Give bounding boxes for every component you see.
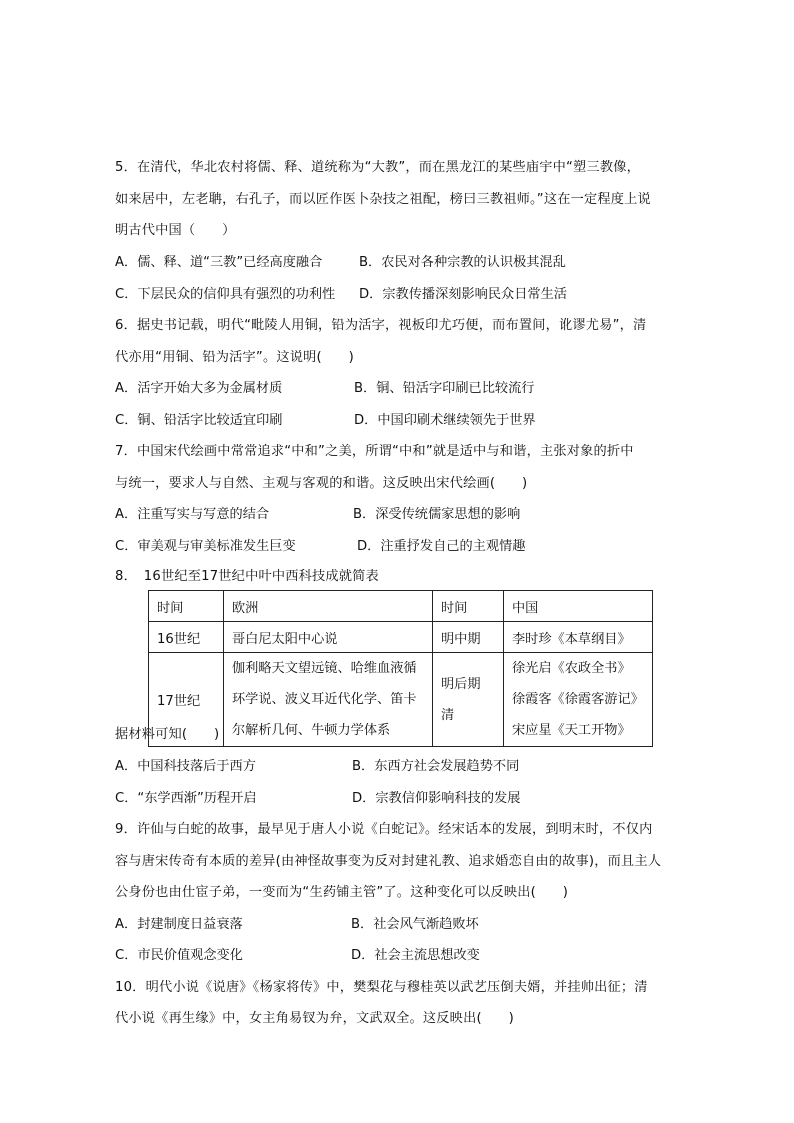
q6-option-b: B．铜、铅活字印刷已比较流行 [354,381,535,396]
row2-europe-line-1: 伽利略天文望远镜、哈维血液循 [232,661,417,676]
row2-china-line-1: 徐光启《农政全书》 [512,661,631,676]
header-time-china: 时间 [433,591,504,622]
q5-option-d: D．宗教传播深刻影响民众日常生活 [359,287,567,302]
row1-time-china: 明中期 [433,622,504,653]
q5-option-a: A．儒、释、道“三教”已经高度融合 [115,255,323,270]
q9-option-c: C．市民价值观念变化 [115,948,243,963]
q9-option-d: D．社会主流思想改变 [351,948,480,963]
table-header-row [149,591,653,622]
row2-time-china-line-1: 明后期 [441,676,481,692]
q9-option-b: B．社会风气渐趋败坏 [351,917,479,932]
q6-stem-line-2: 代亦用“用铜、铅为活字”。这说明( ) [115,350,354,365]
q6-stem-line-1: 6．据史书记载，明代“毗陵人用铜，铅为活字，视板印尤巧便，而布置间，讹谬尤易”，清 [115,318,647,333]
q9-stem-line-3: 公身份也由仕宦子弟，一变而为“生药铺主管”了。这种变化可以反映出( ) [115,885,569,900]
q7-option-c: C．审美观与审美标准发生巨变 [115,539,296,554]
row2-time-china-line-2: 清 [441,707,455,723]
q8-option-d: D．宗教信仰影响科技的发展 [352,791,521,806]
q7-option-d: D．注重抒发自己的主观情趣 [357,539,526,554]
row2-time: 17世纪 [149,653,224,747]
row2-europe-line-2: 环学说、波义耳近代化学、笛卡 [232,692,417,707]
q9-option-a: A．封建制度日益衰落 [115,917,243,932]
q6-option-c: C．铜、铅活字比较适宜印刷 [115,413,283,428]
row2-europe-line-3: 尔解析几何、牛顿力学体系 [232,723,391,738]
q10-stem-line-2: 代小说《再生缘》中，女主角易钗为弁，文武双全。这反映出( ) [115,1011,514,1026]
q6-option-d: D．中国印刷术继续领先于世界 [354,413,536,428]
q8-prompt: 据材料可知( ) [115,727,220,742]
row1-china: 李时珍《本草纲目》 [504,622,653,653]
q5-stem-line-2: 如来居中，左老聃，右孔子，而以匠作医卜杂技之祖配，榜曰三教祖师。”这在一定程度上说 [115,192,651,207]
q7-stem-line-1: 7．中国宋代绘画中常常追求“中和”之美，所谓“中和”就是适中与和谐，主张对象的折中 [115,444,634,459]
header-time-europe: 时间 [149,591,224,622]
header-china: 中国 [504,591,653,622]
q8-title: 8． 16世纪至17世纪中叶中西科技成就简表 [115,569,379,584]
q5-option-c: C．下层民众的信仰具有强烈的功利性 [115,287,336,302]
q7-option-a: A．注重写实与写意的结合 [115,507,270,522]
row2-china-line-3: 宋应星《天工开物》 [512,723,631,738]
row1-europe: 哥白尼太阳中心说 [224,622,433,653]
table-row [149,653,653,747]
q5-option-b: B．农民对各种宗教的认识极其混乱 [359,255,566,270]
q8-option-a: A．中国科技落后于西方 [115,759,256,774]
row2-europe [224,653,433,747]
q8-option-b: B．东西方社会发展趋势不同 [352,759,520,774]
q6-option-a: A．活字开始大多为金属材质 [115,381,283,396]
q8-option-c: C．“东学西渐”历程开启 [115,791,257,806]
table-row [149,622,653,653]
row2-china [504,653,653,747]
row2-time-china [433,653,504,747]
header-europe: 欧洲 [224,591,433,622]
q7-option-b: B．深受传统儒家思想的影响 [353,507,521,522]
q5-stem-line-1: 5．在清代，华北农村将儒、释、道统称为“大教”，而在黑龙江的某些庙宇中“塑三教像， [115,160,641,175]
q7-stem-line-2: 与统一，要求人与自然、主观与客观的和谐。这反映出宋代绘画( ) [115,476,528,491]
row2-china-line-2: 徐霞客《徐霞客游记》 [512,692,644,707]
row1-time: 16世纪 [149,622,224,653]
q9-stem-line-1: 9．许仙与白蛇的故事，最早见于唐人小说《白蛇记》。经宋话本的发展，到明末时，不仅内 [115,822,653,837]
q10-stem-line-1: 10．明代小说《说唐》《杨家将传》中，樊梨花与穆桂英以武艺压倒夫婿，并挂帅出征；清 [115,980,648,995]
science-achievements-table [148,590,653,747]
q5-stem-line-3: 明古代中国（ ） [115,223,236,238]
q9-stem-line-2: 容与唐宋传奇有本质的差异(由神怪故事变为反对封建礼教、追求婚恋自由的故事)，而且主人 [115,854,662,869]
